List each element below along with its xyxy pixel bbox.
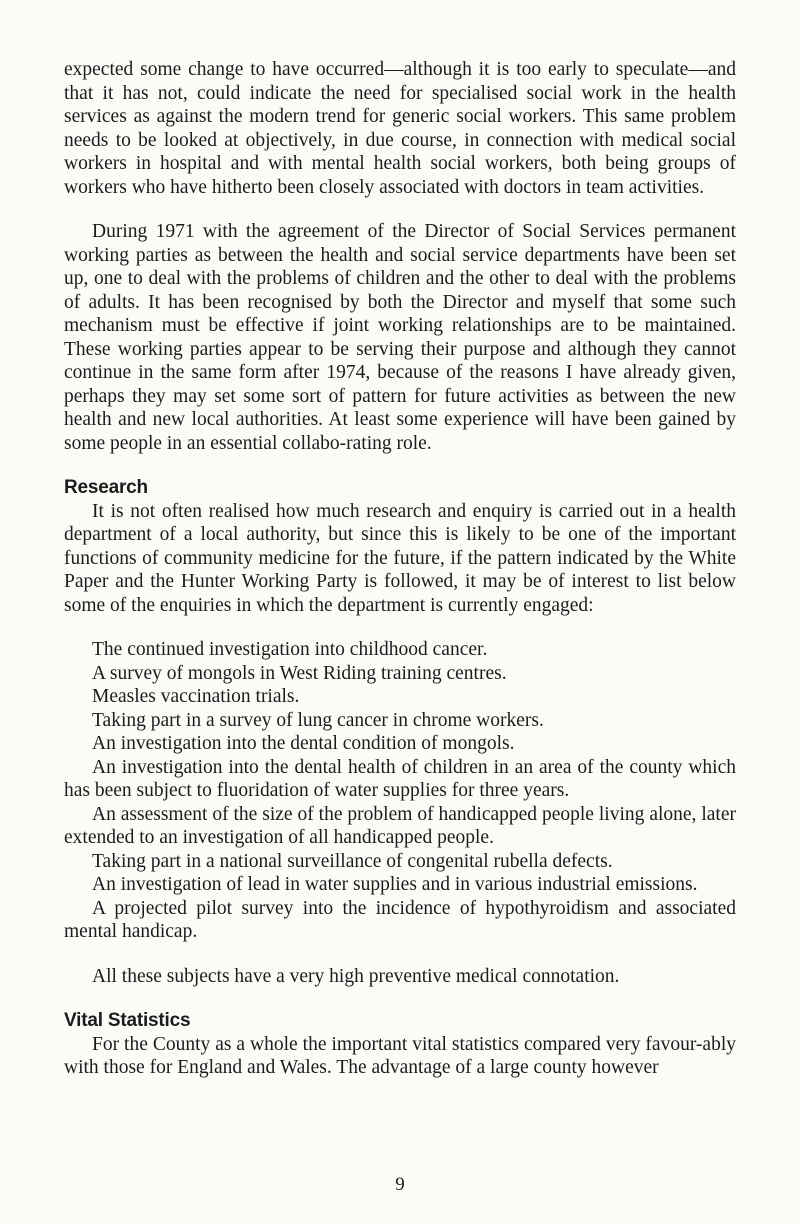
list-item: Taking part in a survey of lung cancer in chrome workers. — [92, 709, 544, 731]
list-item: Taking part in a national surveillance of congenital rubella defects. — [92, 850, 613, 872]
list-item: An investigation into the dental condition of mongols. — [92, 733, 515, 754]
research-intro: It is not often realised how much research and enquiry is carried out in a health department of a local authority, but since this is likely to be one of the important functions of community medicine for the future, if the pattern indicated by the White Paper and the Hunter Working Party is followed, it may be of interest to list below some of the enquiries in which the department is currently engaged: — [64, 500, 736, 616]
list-item: An assessment of the size of the problem of handicapped people living alone, later extended to an investigation of all handicapped people. — [64, 803, 736, 848]
list-item: A survey of mongols in West Riding training centres. — [92, 662, 507, 684]
vital-statistics-heading: Vital Statistics — [64, 1010, 191, 1031]
research-conclusion: All these subjects have a very high preventive medical connotation. — [92, 965, 620, 987]
paragraph-working-parties: During 1971 with the agreement of the Director of Social Services permanent working parties as between the health and social service departments have been set up, one to deal with the problems of children and the other to deal with the problems of adults. It has been recognised by both the Director and myself that some such mechanism must be effective if joint working relationships are to be maintained. These working parties appear to be serving their purpose and although they cannot continue in the same form after 1974, because of the reasons I have already given, perhaps they may set some sort of pattern for future activities as between the new health and new local authorities. At least some experience will have been gained by some people in an essential collabo-rating role. — [64, 221, 736, 454]
enquiry-list — [64, 638, 736, 944]
list-item: An investigation into the dental health of children in an area of the county which has been subject to fluoridation of water supplies for three years. — [64, 756, 736, 801]
list-item: The continued investigation into childhood cancer. — [92, 639, 488, 660]
list-item: A projected pilot survey into the incidence of hypothyroidism and associated mental handicap. — [64, 897, 736, 942]
list-item: An investigation of lead in water supplies and in various industrial emissions. — [92, 874, 698, 895]
research-heading: Research — [64, 477, 148, 498]
page-body — [64, 58, 736, 1080]
paragraph-continuation: expected some change to have occurred—although it is too early to speculate—and that it has not, could indicate the need for specialised social work in the health services as against the modern trend for generic social workers. This same problem needs to be looked at objectively, in due course, in connection with medical social workers in hospital and with mental health social workers, both being groups of workers who have hitherto been closely associated with doctors in team activities. — [64, 59, 736, 198]
list-item: Measles vaccination trials. — [92, 686, 300, 707]
vital-statistics-text: For the County as a whole the important vital statistics compared very favour-ably with those for England and Wales. The advantage of a large county however — [64, 1033, 736, 1078]
page-number: 9 — [395, 1174, 405, 1195]
